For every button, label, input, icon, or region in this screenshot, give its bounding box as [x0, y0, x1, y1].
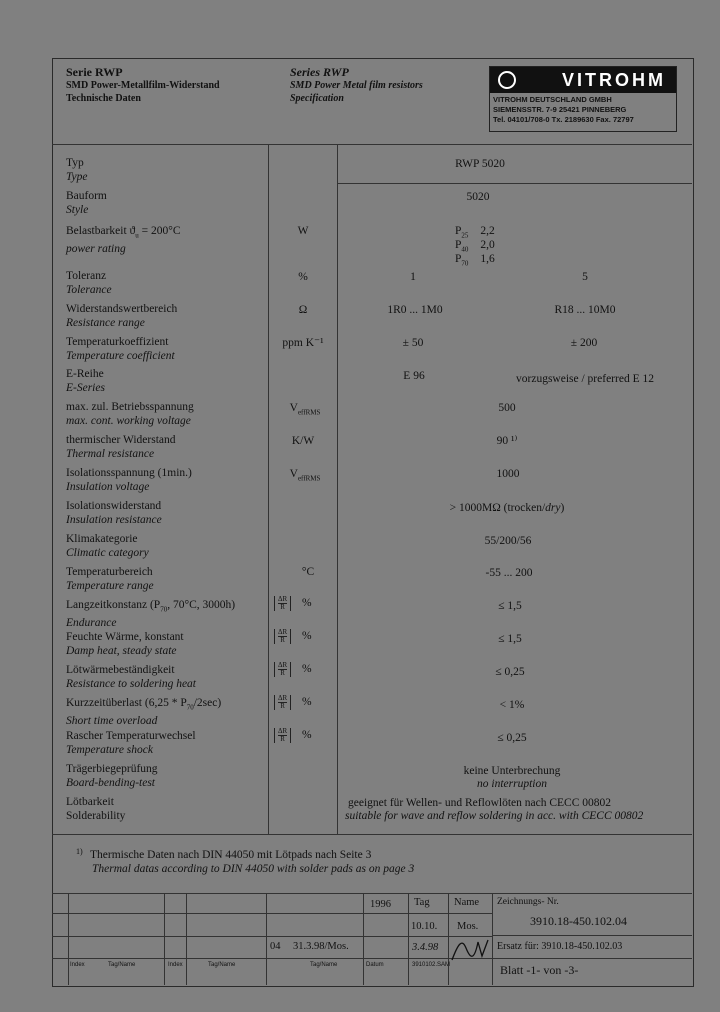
row-endurance-label: [66, 598, 235, 630]
tb-col: [186, 893, 187, 985]
tb-col: [164, 893, 165, 985]
tb-col-date: Datum: [366, 962, 384, 968]
tk-value-2: ± 200: [570, 337, 598, 349]
tolerance-unit: %: [298, 271, 308, 283]
eseries-value-2: vorzugsweise / preferred E 12: [516, 373, 654, 385]
delta-r-fraction: $\frac{\Delta R}{R}$: [274, 695, 291, 710]
row-type-label: [66, 156, 88, 184]
tb-col-change: Tag/Name: [108, 962, 136, 968]
header-german: [66, 66, 220, 105]
handwritten-signature: [448, 934, 492, 964]
thermal-de: thermischer Widerstand: [66, 434, 176, 446]
tb-col-change3: Tag/Name: [310, 962, 338, 968]
solderheat-value: ≤ 0,25: [495, 666, 525, 678]
company-contact: Tel. 04101/708-0 Tx. 2189630 Fax. 72797: [493, 115, 634, 124]
climatic-de: Klimakategorie: [66, 533, 138, 545]
tolerance-en: Tolerance: [66, 284, 112, 296]
power-en: power rating: [66, 243, 126, 256]
eseries-value-1: E 96: [403, 370, 425, 382]
range-value-1: 1R0 ... 1M0: [387, 304, 443, 316]
style-en: Style: [66, 204, 89, 216]
shock-en: Temperature shock: [66, 744, 153, 756]
range-unit: Ω: [298, 304, 308, 316]
row-tolerance-label: [66, 269, 112, 297]
damp-en: Damp heat, steady state: [66, 645, 177, 657]
label-column-rule: [268, 144, 269, 834]
solder-value-de: geeignet für Wellen- und Reflowlöten nach CECC 00802: [348, 797, 611, 809]
thermal-value: 90 ¹⁾: [496, 435, 518, 447]
tb-tag-label: Tag: [414, 897, 430, 908]
damp-value: ≤ 1,5: [498, 633, 522, 645]
bending-value-de: keine Unterbrechung: [463, 765, 561, 777]
tk-unit: ppm K⁻¹: [282, 337, 324, 349]
isovolt-value: 1000: [496, 468, 520, 480]
tb-replaces: Ersatz für: 3910.18-450.102.03: [497, 941, 623, 952]
row-style-label: [66, 189, 107, 217]
endurance-value: ≤ 1,5: [498, 600, 522, 612]
solderheat-de: Lötwärmebeständigkeit: [66, 664, 175, 676]
power-de: Belastbarkeit $ϑ_u = 200^\circ C$: [66, 225, 181, 240]
overload-de: Kurzzeitüberlast $(6,25 * P_{70}/2\sec)$: [66, 697, 222, 712]
style-value: 5020: [466, 191, 490, 203]
tolerance-value-2: 5: [582, 271, 588, 283]
tb-index: 04: [270, 941, 281, 952]
titleblock-rule-right: [492, 935, 692, 936]
tb-col: [266, 893, 267, 985]
tb-sheet-number: Blatt -1- von -3-: [500, 963, 579, 977]
footnote-mark: 1): [76, 847, 83, 856]
row-shock-label: [66, 729, 196, 757]
overload-value: < 1%: [499, 699, 525, 711]
voltage-de: max. zul. Betriebsspannung: [66, 401, 194, 413]
thermal-unit: K/W: [291, 435, 315, 447]
subtitle-de: Technische Daten: [66, 93, 141, 104]
power-p70: $P_{70}$ 1,6: [455, 253, 495, 268]
voltage-value: 500: [498, 402, 516, 414]
tolerance-de: Toleranz: [66, 270, 107, 282]
footnote-en: Thermal datas according to DIN 44050 with solder pads as on page 3: [92, 863, 415, 875]
tb-col: [408, 893, 409, 985]
tb-name-label: Name: [454, 897, 480, 908]
isores-de: Isolationswiderstand: [66, 500, 162, 512]
delta-r-fraction: $\frac{\Delta R}{R}$: [274, 596, 291, 611]
type-en: Type: [66, 171, 88, 183]
titleblock-rule-1: [52, 913, 492, 914]
solder-value-en: suitable for wave and reflow soldering in acc. with CECC 00802: [345, 810, 644, 822]
company-logo-block: [489, 66, 677, 132]
delta-r-fraction: $\frac{\Delta R}{R}$: [274, 728, 291, 743]
temp-unit: °C: [301, 566, 315, 578]
type-value: RWP 5020: [455, 158, 505, 170]
solderheat-en: Resistance to soldering heat: [66, 678, 196, 690]
brand-logo: [490, 67, 676, 93]
temp-value: -55 ... 200: [485, 567, 533, 579]
isovolt-en: Insulation voltage: [66, 481, 150, 493]
row-power-label: [66, 224, 181, 256]
row-temp-label: [66, 565, 154, 593]
isovolt-de: Isolationsspannung (1min.): [66, 467, 192, 479]
voltage-en: max. cont. working voltage: [66, 415, 191, 427]
isores-value: > 1000MΩ (trocken/dry): [449, 502, 565, 514]
tk-de: Temperaturkoeffizient: [66, 336, 169, 348]
tb-col: [68, 893, 69, 985]
endurance-unit: $\frac{\Delta R}{R}$ %: [274, 596, 312, 611]
row-solder-label: [66, 795, 125, 823]
type-de: Typ: [66, 157, 84, 169]
voltage-unit: $V_{effRMS}$: [289, 402, 321, 417]
style-de: Bauform: [66, 190, 107, 202]
range-de: Widerstandswertbereich: [66, 303, 178, 315]
titleblock-rule-2: [52, 936, 492, 937]
overload-unit: $\frac{\Delta R}{R}$ %: [274, 695, 312, 710]
row-bending-label: [66, 762, 158, 790]
title-en: SMD Power Metal film resistors: [290, 80, 423, 91]
climatic-value: 55/200/56: [484, 535, 532, 547]
delta-r-fraction: $\frac{\Delta R}{R}$: [274, 662, 291, 677]
type-row-rule: [337, 183, 692, 184]
endurance-de: Langzeitkonstanz ($P_{70}$, 70°C, 3000h): [66, 599, 236, 614]
row-range-label: [66, 302, 177, 330]
shock-unit: $\frac{\Delta R}{R}$ %: [274, 728, 312, 743]
damp-unit: $\frac{\Delta R}{R}$ %: [274, 629, 312, 644]
temp-en: Temperature range: [66, 580, 154, 592]
climatic-en: Climatic category: [66, 547, 149, 559]
tb-revision: 31.3.98/Mos.: [293, 941, 349, 952]
solderheat-unit: $\frac{\Delta R}{R}$ %: [274, 662, 312, 677]
tb-date2: 3.4.98: [412, 942, 439, 953]
subtitle-en: Specification: [290, 93, 344, 104]
series-de: Serie RWP: [66, 65, 123, 79]
damp-de: Feuchte Wärme, konstant: [66, 631, 184, 643]
tb-name1: Mos.: [457, 921, 479, 932]
eseries-en: E-Series: [66, 382, 105, 394]
row-thermal-label: [66, 433, 176, 461]
isores-en: Insulation resistance: [66, 514, 162, 526]
brand-name: VITROHM: [562, 70, 666, 90]
power-p25: $P_{25}$ 2,2: [455, 225, 495, 240]
bending-de: Trägerbiegeprüfung: [66, 763, 158, 775]
row-tk-label: [66, 335, 175, 363]
header-english: [290, 66, 423, 105]
company-address: SIEMENSSTR. 7-9 25421 PINNEBERG: [493, 105, 627, 114]
thermal-en: Thermal resistance: [66, 448, 155, 460]
tb-col: [363, 893, 364, 985]
tolerance-value-1: 1: [410, 271, 416, 283]
header-divider: [52, 144, 692, 145]
tb-col-index2: Index: [168, 962, 183, 968]
title-de: SMD Power-Metallfilm-Widerstand: [66, 80, 220, 91]
bending-en: Board-bending-test: [66, 777, 156, 789]
unit-column-rule: [337, 144, 338, 834]
tb-year: 1996: [370, 899, 391, 910]
row-solderheat-label: [66, 663, 196, 691]
endurance-en: Endurance: [66, 617, 117, 630]
power-p40: $P_{40}$ 2,0: [455, 239, 495, 254]
tb-drawing-number: 3910.18-450.102.04: [530, 914, 627, 928]
bending-value-en: no interruption: [477, 778, 547, 790]
delta-r-fraction: $\frac{\Delta R}{R}$: [274, 629, 291, 644]
tb-col-ref: 3910102.SAM: [412, 962, 451, 968]
isovolt-unit: $V_{effRMS}$: [289, 468, 321, 483]
row-isovolt-label: [66, 466, 192, 494]
power-unit: W: [297, 225, 309, 237]
solder-de: Lötbarkeit: [66, 796, 114, 808]
row-climatic-label: [66, 532, 149, 560]
tk-en: Temperature coefficient: [66, 350, 175, 362]
row-overload-label: [66, 696, 221, 728]
company-name: VITROHM DEUTSCHLAND GMBH: [493, 95, 612, 104]
table-bottom-rule: [52, 834, 692, 835]
tb-col-change2: Tag/Name: [208, 962, 236, 968]
row-eseries-label: [66, 367, 105, 395]
titleblock-top-rule: [52, 893, 692, 894]
tb-drawing-label: Zeichnungs- Nr.: [497, 897, 559, 907]
shock-value: ≤ 0,25: [497, 732, 527, 744]
logo-ring-icon: [498, 71, 516, 89]
series-en: Series RWP: [290, 65, 349, 79]
solder-en: Solderability: [66, 810, 126, 822]
shock-de: Rascher Temperaturwechsel: [66, 730, 196, 742]
range-value-2: R18 ... 10M0: [554, 304, 616, 316]
overload-en: Short time overload: [66, 715, 158, 728]
tb-date1: 10.10.: [411, 921, 438, 932]
row-isores-label: [66, 499, 162, 527]
range-en: Resistance range: [66, 317, 145, 329]
eseries-de: E-Reihe: [66, 368, 104, 380]
temp-de: Temperaturbereich: [66, 566, 153, 578]
tb-col-index: Index: [70, 962, 85, 968]
row-voltage-label: [66, 400, 194, 428]
titleblock-rule-3: [52, 958, 692, 959]
row-damp-label: [66, 630, 184, 658]
tk-value-1: ± 50: [402, 337, 424, 349]
tb-col: [492, 893, 493, 985]
footnote-de: Thermische Daten nach DIN 44050 mit Lötpads nach Seite 3: [90, 849, 372, 861]
